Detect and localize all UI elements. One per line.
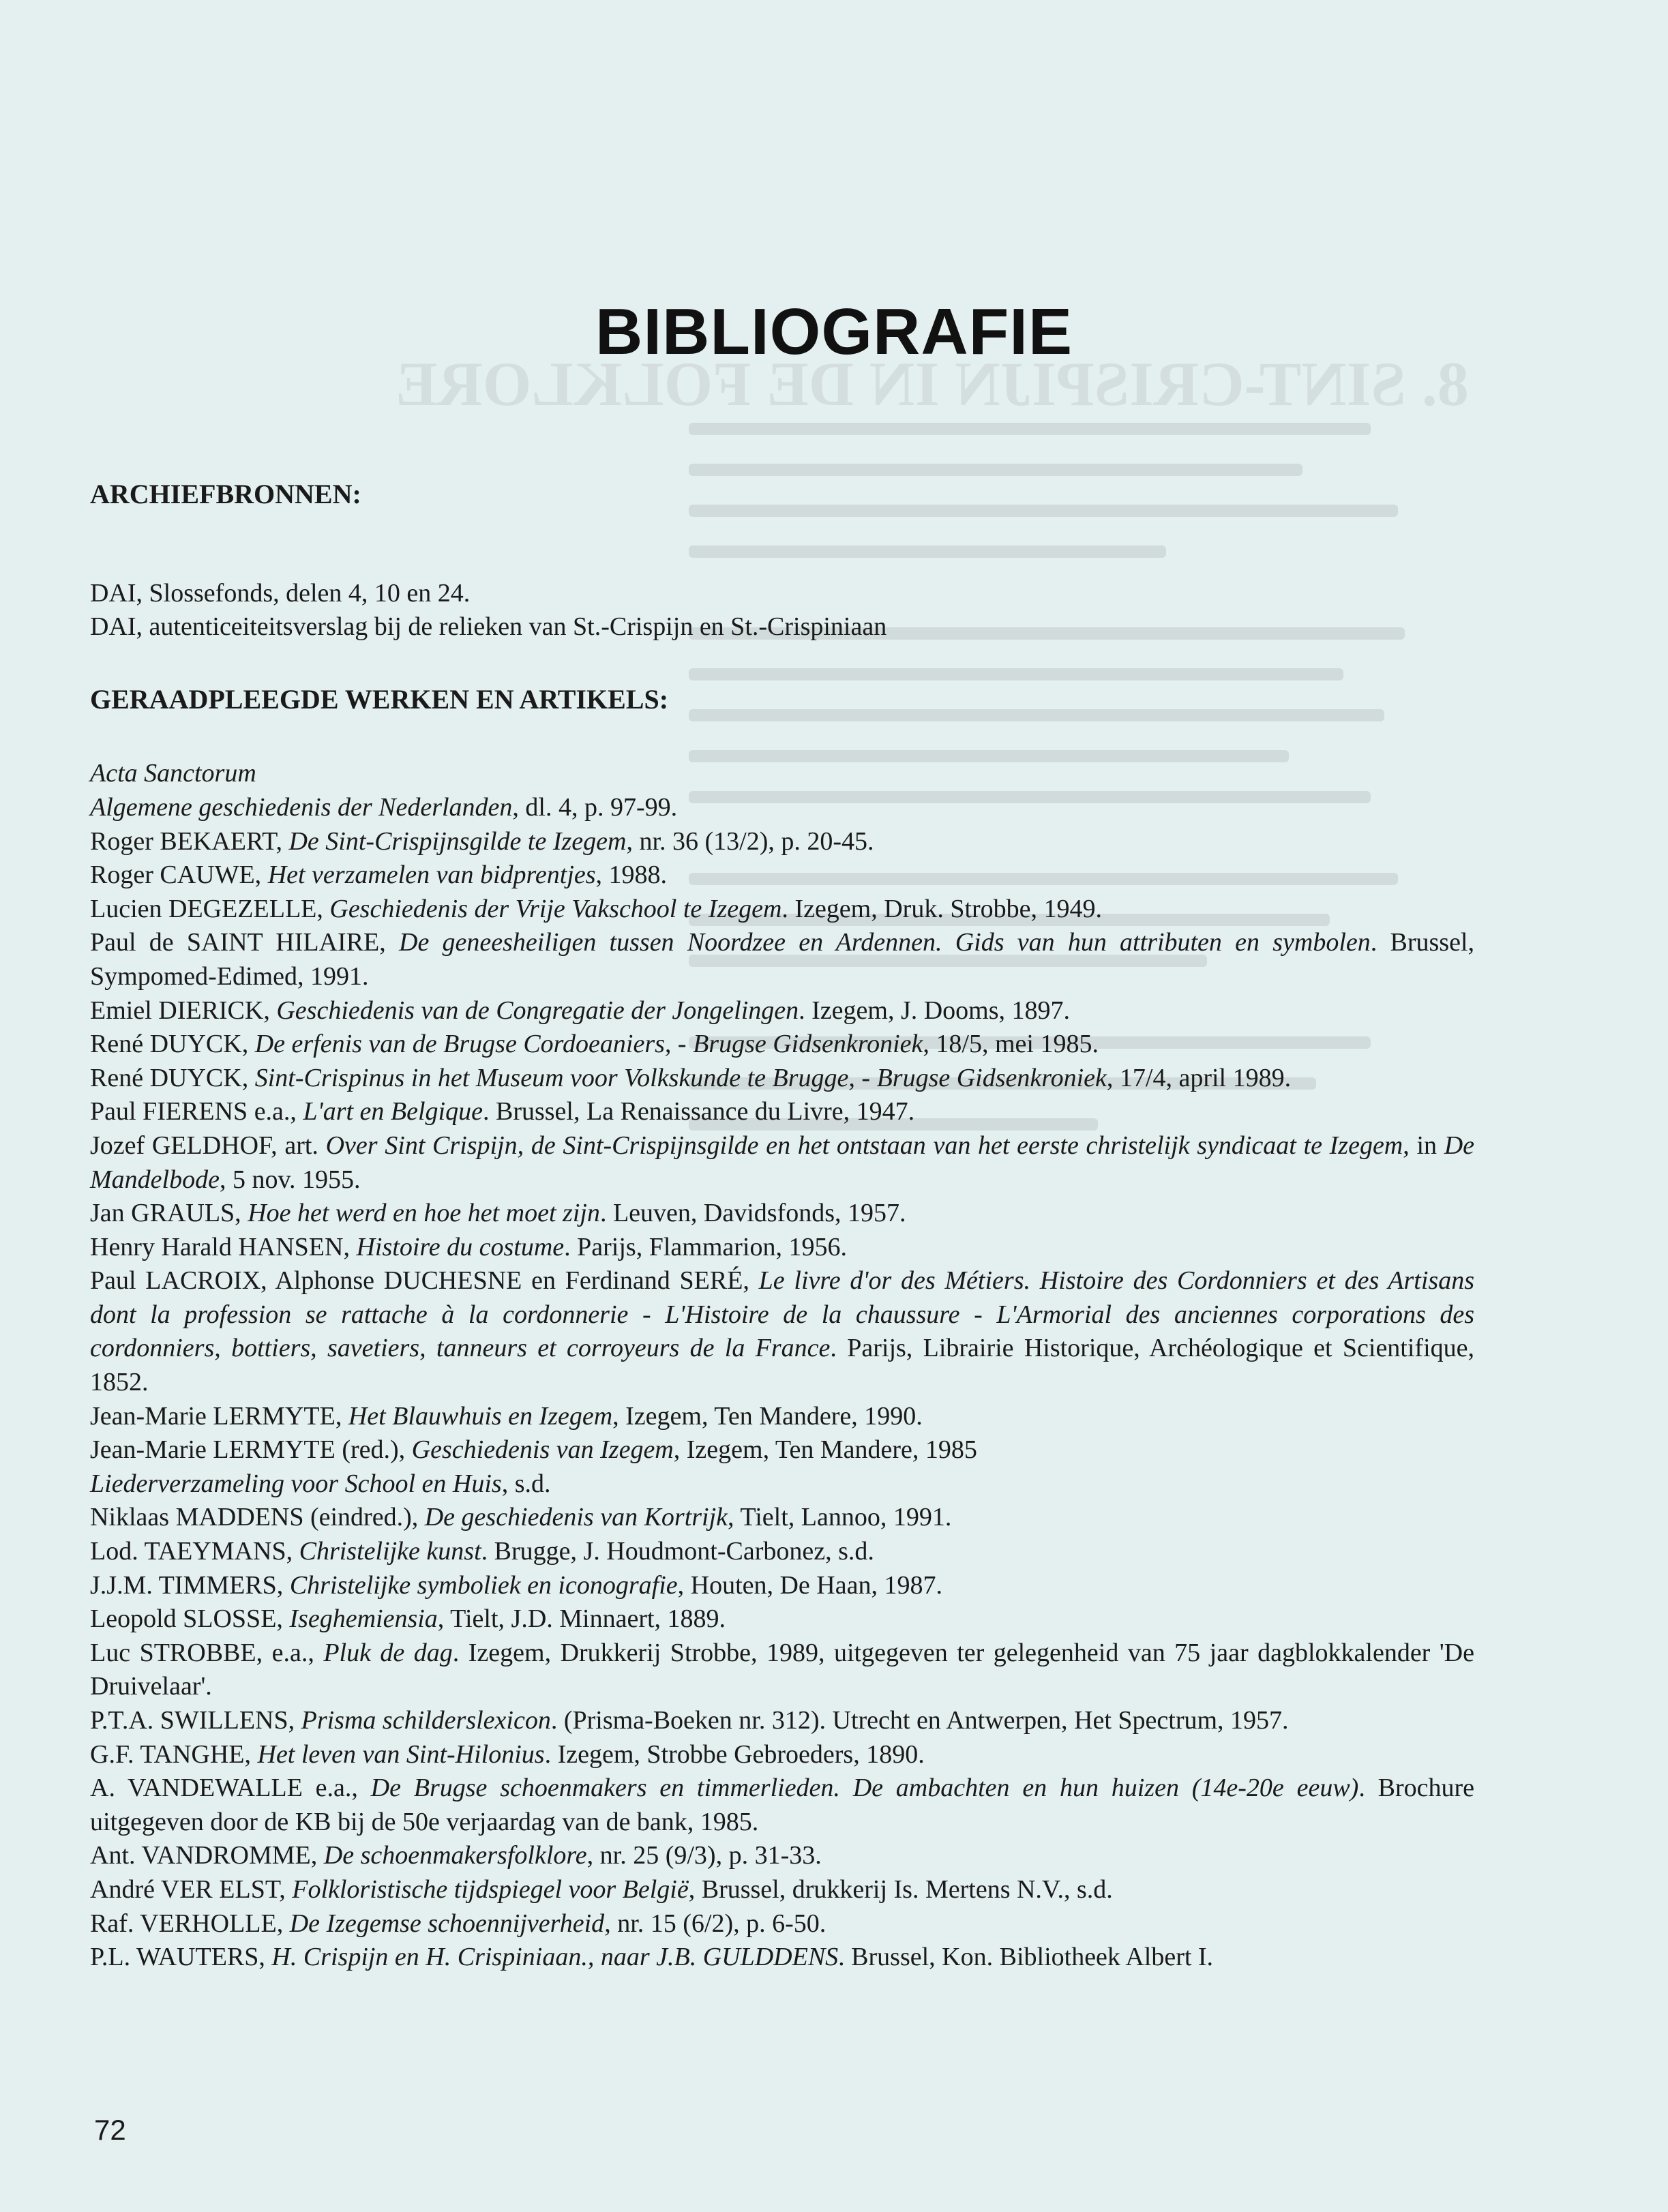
entry-text: , Brussel, drukkerij Is. Mertens N.V., s.d. — [688, 1874, 1113, 1904]
bleed-through-line — [689, 423, 1371, 435]
entry-title: De schoenmakersfolklore — [323, 1841, 587, 1870]
entry-title: Het leven van Sint-Hilonius — [257, 1739, 545, 1769]
entry-text: Roger CAUWE, — [90, 861, 268, 890]
entry-text: Luc STROBBE, e.a., — [90, 1638, 324, 1667]
bibliography-entry — [90, 1028, 1474, 1062]
entry-title: H. Crispijn en H. Crispiniaan., naar J.B. GULDDENS — [271, 1943, 839, 1972]
entry-text: Jean-Marie LERMYTE (red.), — [90, 1435, 412, 1465]
entry-title: L'art en Belgique — [303, 1097, 483, 1126]
entry-text: René DUYCK, — [90, 1063, 255, 1092]
bibliography-entry — [90, 1907, 1474, 1941]
bibliography-entry — [90, 1501, 1474, 1535]
entry-text: . Parijs, Flammarion, 1956. — [564, 1232, 847, 1261]
entry-text: . Brussel, Kon. Bibliotheek Albert I. — [838, 1943, 1214, 1972]
entry-text: . Parijs, Librairie Historique, Archéologique et Scientifique, 1852. — [90, 1334, 1474, 1397]
entry-text: , Izegem, Ten Mandere, 1990. — [612, 1401, 923, 1431]
entry-text: Jan GRAULS, — [90, 1199, 248, 1228]
entry-text: Paul FIERENS e.a., — [90, 1097, 303, 1126]
bibliography-entry — [90, 1535, 1474, 1569]
page-number: 72 — [94, 2114, 126, 2146]
bibliography-entry — [90, 1231, 1474, 1265]
bibliography-content — [90, 477, 1474, 1975]
entry-text: Lucien DEGEZELLE, — [90, 894, 330, 923]
entry-title: Pluk de dag — [323, 1638, 453, 1667]
entry-text: , 1988. — [595, 861, 668, 890]
entry-text: Raf. VERHOLLE, — [90, 1909, 290, 1938]
bibliography-entry — [90, 1433, 1474, 1467]
bibliography-entry — [90, 791, 1474, 825]
entry-text: . Brussel, Sympomed-Edimed, 1991. — [90, 928, 1474, 991]
bibliography-entry — [90, 1839, 1474, 1873]
entry-text: René DUYCK, — [90, 1030, 255, 1059]
archive-entry: DAI, autenticeiteitsverslag bij de relieken van St.-Crispijn en St.-Crispiniaan — [90, 612, 887, 642]
entry-title: De geschiedenis van Kortrijk — [424, 1503, 728, 1532]
entry-text: Emiel DIERICK, — [90, 996, 277, 1025]
entry-text: , dl. 4, p. 97-99. — [512, 792, 678, 822]
entry-text: , 17/4, april 1989. — [1106, 1063, 1292, 1092]
entry-title: De Mandelbode — [90, 1131, 1475, 1194]
bleed-through-title: 8. SINT-CRISPIJN IN DE FOLKLORE — [396, 349, 1469, 419]
works-list — [90, 757, 1474, 1974]
bibliography-entry — [90, 1129, 1474, 1197]
entry-text: Ant. VANDROMME, — [90, 1841, 324, 1870]
entry-text: A. VANDEWALLE e.a., — [90, 1774, 371, 1803]
entry-text: . (Prisma-Boeken nr. 312). Utrecht en Antwerpen, Het Spectrum, 1957. — [550, 1706, 1289, 1735]
entry-text: . Leuven, Davidsfonds, 1957. — [599, 1199, 906, 1228]
entry-text: . Izegem, Druk. Strobbe, 1949. — [781, 894, 1103, 923]
bibliography-entry — [90, 757, 1474, 791]
entry-text: P.T.A. SWILLENS, — [90, 1706, 301, 1735]
bibliography-entry — [90, 1197, 1474, 1231]
bibliography-entry — [90, 893, 1474, 927]
entry-text: . Brochure uitgegeven door de KB bij de 50e verjaardag van de bank, 1985. — [90, 1774, 1475, 1836]
section-heading-archiefbronnen: ARCHIEFBRONNEN: — [90, 479, 361, 509]
entry-title: Iseghemiensia — [289, 1604, 438, 1634]
entry-text: , Houten, De Haan, 1987. — [677, 1570, 942, 1600]
entry-title: De Sint-Crispijnsgilde te Izegem — [288, 826, 627, 856]
entry-title: Christelijke kunst — [299, 1537, 481, 1566]
bleed-through-line — [689, 464, 1302, 476]
entry-text: . Brugge, J. Houdmont-Carbonez, s.d. — [481, 1537, 874, 1566]
bibliography-entry — [90, 1467, 1474, 1501]
bibliography-entry — [90, 1569, 1474, 1603]
entry-text: , 5 nov. 1955. — [219, 1165, 361, 1194]
bibliography-entry — [90, 1264, 1474, 1399]
entry-title: Liederverzameling voor School en Huis — [90, 1469, 502, 1498]
bibliography-entry — [90, 1704, 1474, 1738]
entry-text: , s.d. — [501, 1469, 551, 1498]
bibliography-entry — [90, 1738, 1474, 1772]
entry-title: Le livre d'or des Métiers. Histoire des Cordonniers et des Artisans dont la profession se rattache à la cordonnerie - L'Histoire de la chaussure - L'Armorial des anciennes corporations des cordonniers, bottiers, savetiers, tanneurs et corroyeurs de la France — [90, 1266, 1474, 1363]
page-title: BIBLIOGRAFIE — [595, 295, 1073, 368]
entry-text: Jean-Marie LERMYTE, — [90, 1401, 348, 1431]
entry-title: Prisma schilderslexicon — [301, 1706, 551, 1735]
entry-text: Leopold SLOSSE, — [90, 1604, 290, 1634]
entry-text: . Brussel, La Renaissance du Livre, 1947. — [482, 1097, 915, 1126]
bibliography-entry — [90, 1772, 1474, 1839]
bibliography-entry — [90, 1873, 1474, 1907]
entry-text: , in — [1403, 1131, 1444, 1160]
entry-title: Folkloristische tijdspiegel voor België — [292, 1874, 689, 1904]
entry-text: Henry Harald HANSEN, — [90, 1232, 357, 1261]
entry-title: Acta Sanctorum — [90, 759, 256, 788]
section-heading-geraadpleegde-werken: GERAADPLEEGDE WERKEN EN ARTIKELS: — [90, 683, 669, 715]
entry-text: . Izegem, Strobbe Gebroeders, 1890. — [544, 1739, 925, 1769]
bibliography-entry — [90, 825, 1474, 859]
entry-text: , nr. 36 (13/2), p. 20-45. — [626, 826, 874, 856]
entry-text: Paul de SAINT HILAIRE, — [90, 928, 399, 957]
entry-text: . Izegem, J. Dooms, 1897. — [799, 996, 1071, 1025]
entry-title: Geschiedenis van Izegem — [411, 1435, 674, 1465]
bibliography-entry — [90, 1095, 1474, 1129]
entry-title: De Brugse schoenmakers en timmerlieden. De ambachten en hun huizen (14e-20e eeuw) — [370, 1774, 1359, 1803]
entry-text: Niklaas MADDENS (eindred.), — [90, 1503, 425, 1532]
entry-text: André VER ELST, — [90, 1874, 293, 1904]
entry-title: De Izegemse schoennijverheid — [289, 1909, 605, 1938]
entry-title: Histoire du costume — [356, 1232, 565, 1261]
entry-title: Geschiedenis van de Congregatie der Jongelingen — [276, 996, 799, 1025]
entry-text: , nr. 25 (9/3), p. 31-33. — [586, 1841, 822, 1870]
entry-title: De geneesheiligen tussen Noordzee en Ardennen. Gids van hun attributen en symbolen — [399, 928, 1371, 957]
archive-entry: DAI, Slossefonds, delen 4, 10 en 24. — [90, 578, 471, 608]
bibliography-entry — [90, 1400, 1474, 1434]
entry-text: , Izegem, Ten Mandere, 1985 — [673, 1435, 977, 1465]
bibliography-entry — [90, 858, 1474, 893]
entry-title: De erfenis van de Brugse Cordoeaniers, - Brugse Gidsenkroniek — [254, 1030, 923, 1059]
bibliography-entry — [90, 1941, 1474, 1975]
entry-text: , Tielt, Lannoo, 1991. — [728, 1503, 952, 1532]
entry-title: Geschiedenis der Vrije Vakschool te Izegem — [329, 894, 782, 923]
bibliography-entry — [90, 926, 1474, 993]
bibliography-entry — [90, 1636, 1474, 1704]
entry-title: Het Blauwhuis en Izegem — [348, 1401, 613, 1431]
entry-text: Jozef GELDHOF, art. — [90, 1131, 326, 1160]
entry-title: Over Sint Crispijn, de Sint-Crispijnsgilde en het ontstaan van het eerste christelijk syndicaat te Izegem — [325, 1131, 1403, 1160]
entry-title: Christelijke symboliek en iconografie — [289, 1570, 678, 1600]
entry-text: P.L. WAUTERS, — [90, 1943, 272, 1972]
entry-text: Roger BEKAERT, — [90, 826, 289, 856]
entry-text: , 18/5, mei 1985. — [923, 1030, 1099, 1059]
entry-text: Lod. TAEYMANS, — [90, 1537, 299, 1566]
entry-text: , nr. 15 (6/2), p. 6-50. — [604, 1909, 826, 1938]
entry-title: Het verzamelen van bidprentjes — [267, 861, 596, 890]
bibliography-entry — [90, 1062, 1474, 1096]
entry-text: J.J.M. TIMMERS, — [90, 1570, 290, 1600]
entry-text: G.F. TANGHE, — [90, 1739, 258, 1769]
entry-title: Algemene geschiedenis der Nederlanden — [90, 792, 513, 822]
bibliography-entry — [90, 1602, 1474, 1636]
entry-text: , Tielt, J.D. Minnaert, 1889. — [437, 1604, 726, 1634]
bibliography-entry — [90, 994, 1474, 1028]
entry-title: Sint-Crispinus in het Museum voor Volkskunde te Brugge, - Brugse Gidsenkroniek — [254, 1063, 1107, 1092]
entry-text: . Izegem, Drukkerij Strobbe, 1989, uitgegeven ter gelegenheid van 75 jaar dagblokkalender 'De Druivelaar'. — [90, 1638, 1474, 1701]
entry-title: Hoe het werd en hoe het moet zijn — [248, 1199, 600, 1228]
entry-text: Paul LACROIX, Alphonse DUCHESNE en Ferdinand SERÉ, — [90, 1266, 759, 1296]
